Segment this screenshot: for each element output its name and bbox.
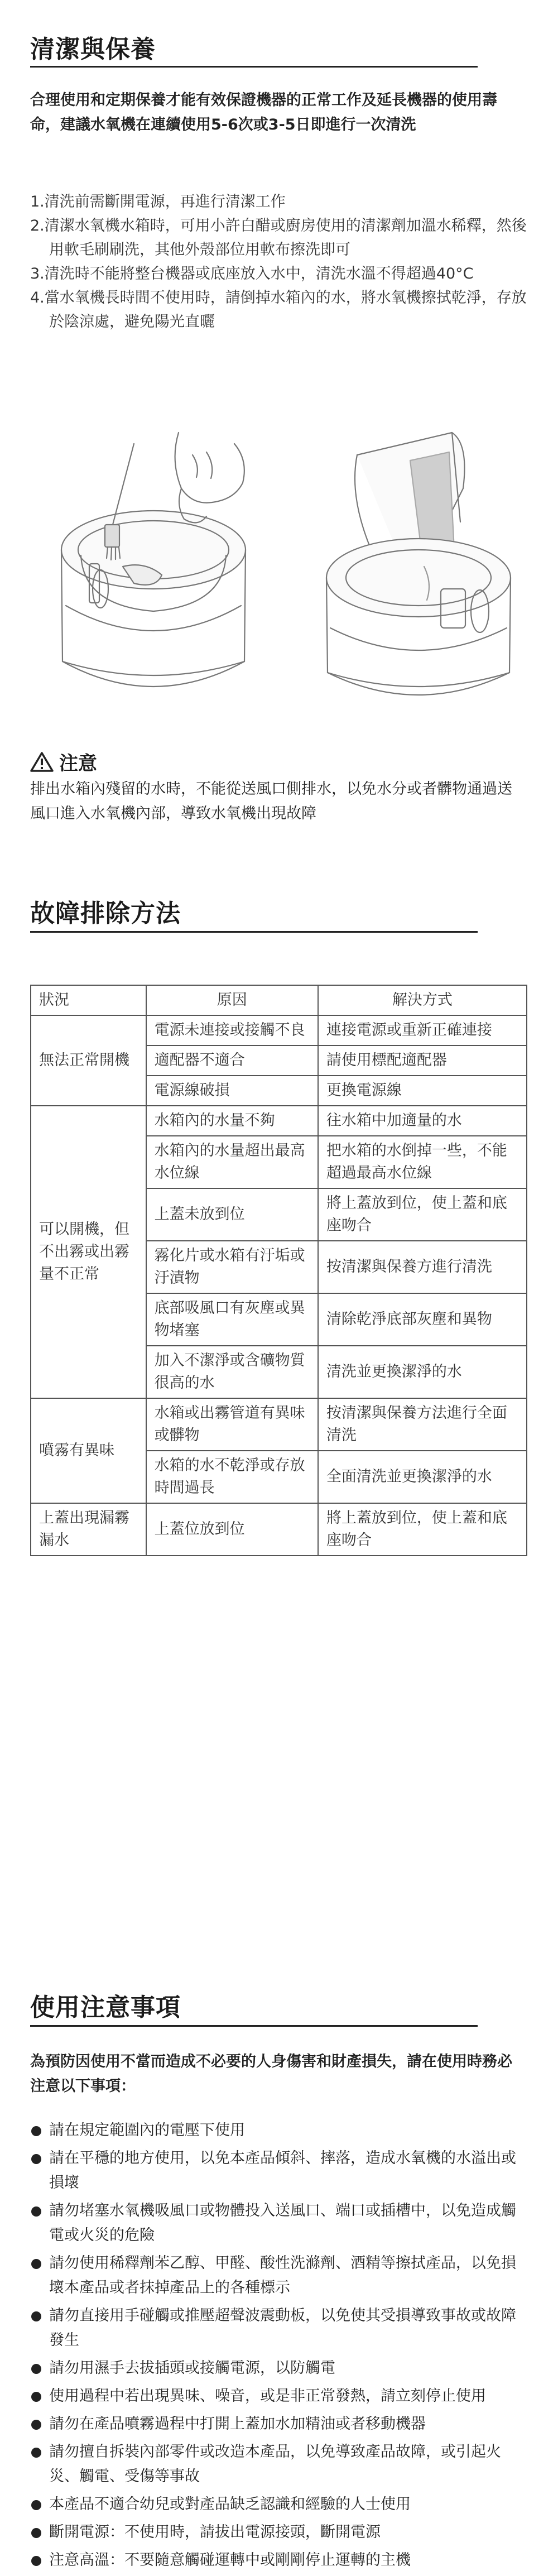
cause-cell: 適配器不適合 (146, 1045, 318, 1076)
note-title: 注意 (59, 752, 97, 775)
care-step: 4.當水氧機長時間不使用時，請倒掉水箱內的水，將水氧機擦拭乾淨，存放於陰涼處，避免陽光直曬 (30, 289, 527, 330)
list-item (30, 2199, 530, 2248)
status-cell: 上蓋出現漏霧漏水 (31, 1503, 146, 1556)
list-item (30, 2412, 530, 2436)
solution-cell: 清除乾淨底部灰塵和異物 (318, 1293, 527, 1346)
cause-cell: 水箱或出霧管道有異味或髒物 (146, 1398, 318, 1451)
care-step: 3.清洗時不能將整台機器或底座放入水中，清洗水溫不得超過40°C (30, 265, 474, 282)
solution-cell: 往水箱中加適量的水 (318, 1106, 527, 1136)
list-item (30, 2520, 530, 2545)
cause-cell: 底部吸風口有灰塵或異物堵塞 (146, 1293, 318, 1346)
care-title: 清潔與保養 (30, 35, 156, 64)
precautions-title: 使用注意事項 (30, 1993, 181, 2022)
precaution-text: 使用過程中若出現異味、噪音，或是非正常發熱，請立刻停止使用 (49, 2387, 486, 2405)
list-item (30, 2492, 530, 2517)
solution-cell: 按清潔與保養方法進行全面清洗 (318, 1398, 527, 1451)
status-cell: 噴霧有異味 (31, 1398, 146, 1503)
precautions-list (30, 2118, 530, 2576)
bullet-dot-icon (31, 2259, 41, 2269)
bullet-dot-icon (31, 2528, 41, 2538)
bullet-dot-icon (31, 2126, 41, 2136)
care-step: 1.清洗前需斷開電源，再進行清潔工作 (30, 193, 286, 210)
precaution-text: 請勿用濕手去拔插頭或接觸電源，以防觸電 (49, 2359, 335, 2377)
list-item (30, 2146, 530, 2195)
cause-cell: 上蓋位放到位 (146, 1503, 318, 1556)
bullet-dot-icon (31, 2420, 41, 2430)
precaution-text: 請勿擅自拆裝內部零件或改造本產品，以免導致產品故障，或引起火災、觸電、受傷等事故 (49, 2443, 501, 2485)
list-item (30, 2548, 530, 2573)
precautions-intro: 為預防因使用不當而造成不必要的人身傷害和財產損失，請在使用時務必注意以下事項： (30, 2053, 512, 2095)
list-item (30, 2356, 530, 2381)
precaution-text: 注意高溫：不要隨意觸碰運轉中或剛剛停止運轉的主機 (49, 2551, 411, 2569)
header-status: 狀況 (31, 985, 146, 1015)
cause-cell: 霧化片或水箱有汙垢或汙漬物 (146, 1241, 318, 1293)
solution-cell: 按清潔與保養方進行清洗 (318, 1241, 527, 1293)
precaution-text: 請在平穩的地方使用，以免本產品傾斜、摔落，造成水氧機的水溢出或損壞 (49, 2150, 516, 2191)
cause-cell: 電源線破損 (146, 1076, 318, 1106)
solution-cell: 請使用標配適配器 (318, 1045, 527, 1076)
solution-cell: 連接電源或重新正確連接 (318, 1015, 527, 1045)
note-text: 排出水箱內殘留的水時，不能從送風口側排水，以免水分或者髒物通過送風口進入水氧機內部，導致水氧機出現故障 (30, 780, 512, 822)
bullet-dot-icon (31, 2448, 41, 2458)
solution-cell: 更換電源線 (318, 1076, 527, 1106)
table-header-row (31, 985, 527, 1015)
bullet-dot-icon (31, 2206, 41, 2217)
cause-cell: 上蓋未放到位 (146, 1188, 318, 1241)
table-row (31, 1398, 527, 1451)
status-cell: 無法正常開機 (31, 1015, 146, 1106)
care-step: 2.清潔水氧機水箱時，可用小許白醋或廚房使用的清潔劑加溫水稀釋，然後用軟毛刷刷洗，其他外殼部位用軟布擦洗即可 (30, 217, 527, 258)
troubleshoot-title: 故障排除方法 (30, 899, 181, 928)
bullet-dot-icon (31, 2500, 41, 2510)
table-row (31, 1015, 527, 1045)
precautions-title-rule (30, 2025, 478, 2027)
solution-cell: 將上蓋放到位，使上蓋和底座吻合 (318, 1188, 527, 1241)
status-cell: 可以開機，但不出霧或出霧量不正常 (31, 1106, 146, 1398)
note-header (30, 748, 97, 775)
cause-cell: 水箱的水不乾淨或存放時間過長 (146, 1451, 318, 1503)
pour-water-illustration (312, 421, 525, 728)
care-steps-list (30, 190, 532, 334)
precaution-text: 斷開電源：不使用時，請拔出電源接頭，斷開電源 (49, 2524, 381, 2541)
header-solution: 解決方式 (318, 985, 527, 1015)
troubleshoot-table (30, 985, 527, 1556)
cause-cell: 加入不潔淨或含礦物質很高的水 (146, 1346, 318, 1398)
list-item (30, 2440, 530, 2489)
care-title-rule (30, 66, 478, 68)
list-item (30, 2251, 530, 2300)
precaution-text: 請在規定範圍內的電壓下使用 (49, 2122, 245, 2139)
bullet-dot-icon (31, 2154, 41, 2164)
bullet-dot-icon (31, 2311, 41, 2321)
warning-icon (30, 751, 54, 773)
table-row (31, 1106, 527, 1136)
precaution-text: 本產品不適合幼兒或對產品缺乏認識和經驗的人士使用 (49, 2496, 411, 2513)
solution-cell: 清洗並更換潔淨的水 (318, 1346, 527, 1398)
precaution-text: 請勿使用稀釋劑苯乙醇、甲醛、酸性洗滌劑、酒精等擦拭產品，以免損壞本產品或者抹掉產品上的各種標示 (49, 2254, 516, 2296)
brush-cleaning-illustration (50, 421, 262, 728)
header-cause: 原因 (146, 985, 318, 1015)
cause-cell: 電源未連接或接觸不良 (146, 1015, 318, 1045)
cause-cell: 水箱內的水量超出最高水位線 (146, 1136, 318, 1188)
precaution-text: 請勿直接用手碰觸或推壓超聲波震動板，以免使其受損導致事故或故障發生 (49, 2307, 516, 2349)
bullet-dot-icon (31, 2392, 41, 2402)
bullet-dot-icon (31, 2364, 41, 2374)
cause-cell: 水箱內的水量不夠 (146, 1106, 318, 1136)
precaution-text: 請勿在產品噴霧過程中打開上蓋加水加精油或者移動機器 (49, 2415, 426, 2433)
troubleshoot-title-rule (30, 931, 478, 933)
list-item (30, 2384, 530, 2409)
solution-cell: 將上蓋放到位，使上蓋和底座吻合 (318, 1503, 527, 1556)
precaution-text: 請勿堵塞水氧機吸風口或物體投入送風口、端口或插槽中，以免造成觸電或火災的危險 (49, 2202, 516, 2244)
list-item (30, 2118, 530, 2143)
care-intro: 合理使用和定期保養才能有效保證機器的正常工作及延長機器的使用壽命，建議水氧機在連續使用5-6次或3-5日即進行一次清洗 (30, 92, 497, 133)
solution-cell: 全面清洗並更換潔淨的水 (318, 1451, 527, 1503)
bullet-dot-icon (31, 2556, 41, 2566)
solution-cell: 把水箱的水倒掉一些，不能超過最高水位線 (318, 1136, 527, 1188)
list-item (30, 2304, 530, 2353)
table-row (31, 1503, 527, 1556)
